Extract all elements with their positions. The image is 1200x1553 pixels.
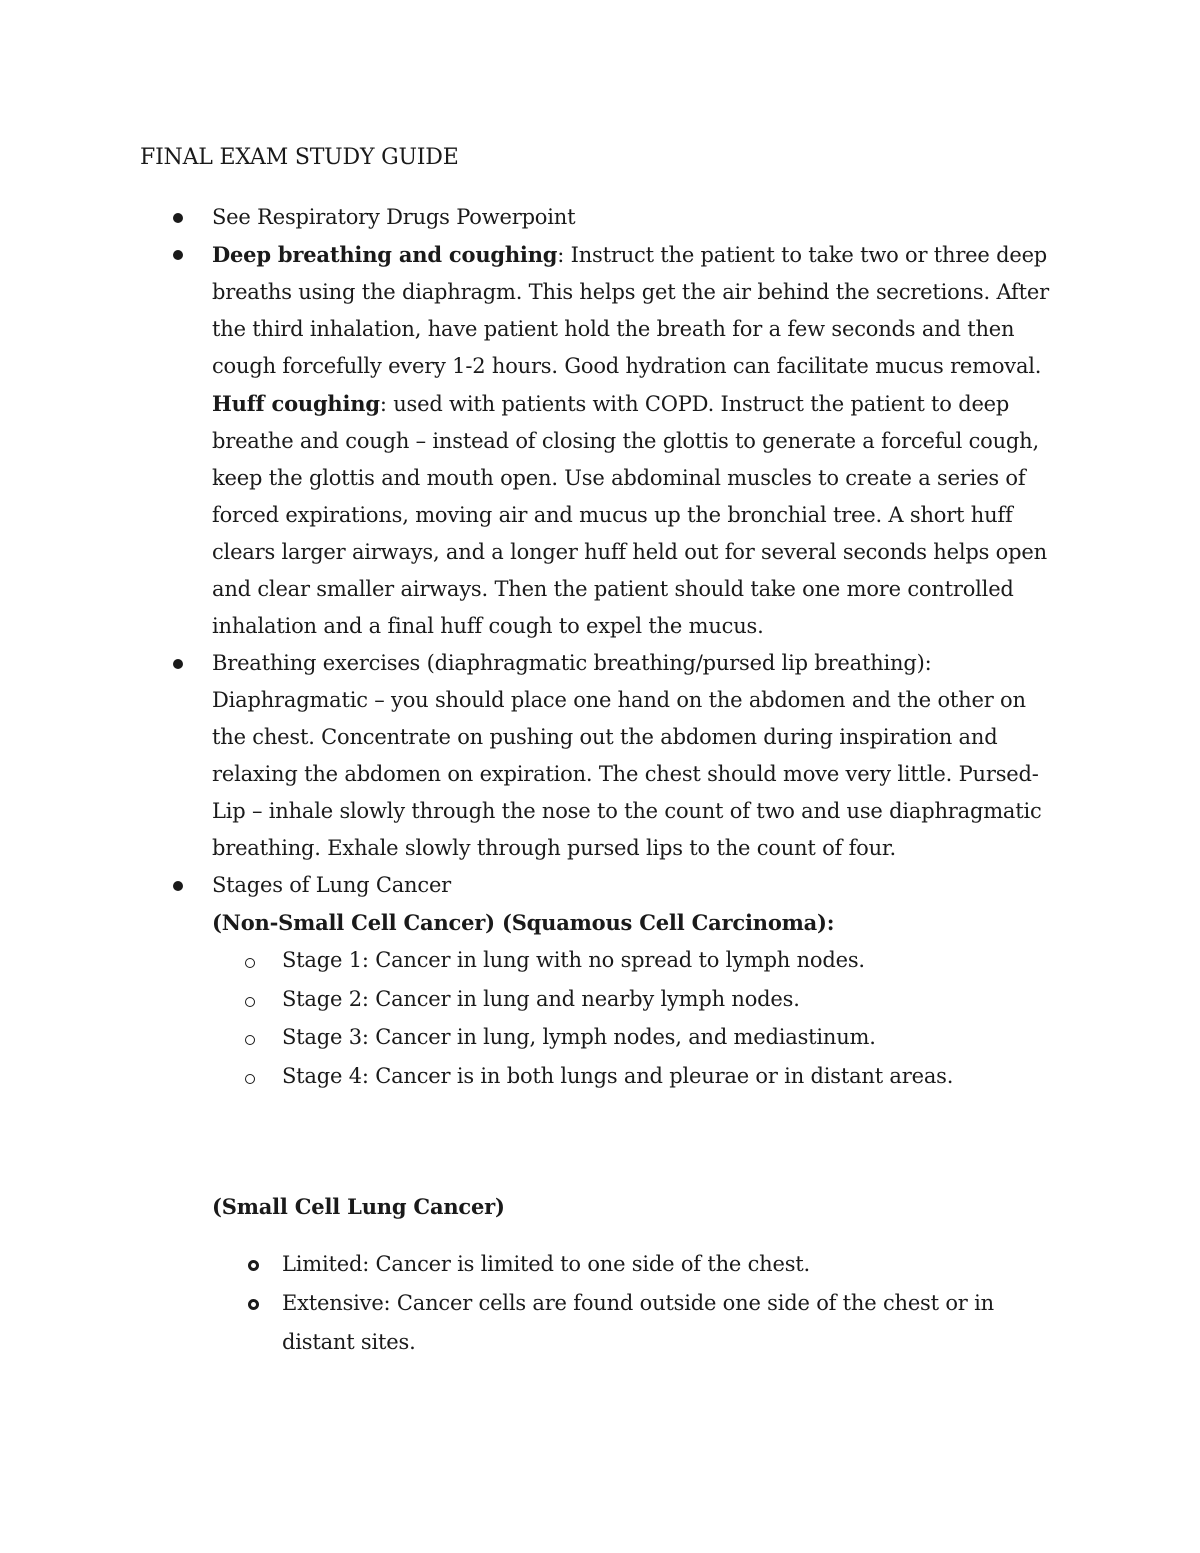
small-cell-list [212, 1245, 1062, 1362]
deep-breathing-term: Deep breathing and coughing [212, 242, 558, 267]
list-item [212, 1245, 1062, 1284]
list-item [140, 199, 1065, 236]
stage-text: Stage 4: Cancer is in both lungs and pleurae or in distant areas. [282, 1063, 954, 1088]
document-title: FINAL EXAM STUDY GUIDE [140, 145, 459, 170]
list-item [140, 645, 1065, 867]
non-small-cell-heading: (Non-Small Cell Cancer) (Squamous Cell Carcinoma): [212, 910, 835, 935]
huff-coughing-text: : used with patients with COPD. Instruct the patient to deep breathe and cough – instead of closing the glottis to generate a forceful cough, keep the glottis and mouth open. Use abdominal muscles to create a series of forced expirations, moving air and mucus up the bronchial tree. A short huff clears larger airways, and a longer huff held out for several seconds helps open and clear smaller airways. Then the patient should take one more controlled inhalation and a final huff cough to expel the mucus. [212, 392, 1047, 638]
deep-breathing-text: : Instruct the patient to take two or three deep breaths using the diaphragm. This helps get the air behind the secretions. After the third inhalation, have patient hold the breath for a few seconds and then cough forcefully every 1-2 hours. Good hydration can facilitate mucus removal. [212, 243, 1049, 378]
circle-bullet-icon [245, 1035, 255, 1045]
small-cell-heading: (Small Cell Lung Cancer) [212, 1194, 505, 1219]
stage-list [212, 941, 1065, 1095]
small-cell-item-text: Limited: Cancer is limited to one side of the chest. [282, 1252, 811, 1276]
stage-item [212, 941, 1065, 980]
stage-item [212, 1057, 1065, 1096]
list-item [140, 867, 1065, 1095]
list-item-text: See Respiratory Drugs Powerpoint [212, 205, 576, 229]
bullet-icon [173, 250, 183, 260]
lung-cancer-stages-label: Stages of Lung Cancer [212, 873, 452, 897]
breathing-exercises-text: Breathing exercises (diaphragmatic breathing/pursed lip breathing): Diaphragmatic – you should place one hand on the abdomen and the other on the chest. Concentrate on pushing out the abdomen during inspiration and relaxing the abdomen on expiration. The chest should move very little. Pursed-Lip – inhale slowly through the nose to the count of two and use diaphragmatic breathing. Exhale slowly through pursed lips to the count of four. [212, 651, 1042, 860]
bullet-icon [173, 213, 183, 223]
bullet-icon [173, 659, 183, 669]
main-bullet-list [140, 199, 1065, 1095]
circle-bullet-icon [245, 997, 255, 1007]
bullet-icon [173, 881, 183, 891]
huff-coughing-term: Huff coughing [212, 391, 380, 416]
circle-bullet-icon [248, 1260, 259, 1271]
stage-item [212, 1018, 1065, 1057]
circle-bullet-icon [245, 958, 255, 968]
small-cell-item-text: Extensive: Cancer cells are found outside one side of the chest or in distant sites. [282, 1291, 994, 1354]
stage-text: Stage 2: Cancer in lung and nearby lymph nodes. [282, 986, 800, 1011]
stage-text: Stage 3: Cancer in lung, lymph nodes, and mediastinum. [282, 1025, 876, 1049]
stage-item [212, 980, 1065, 1019]
list-item [212, 1284, 1062, 1362]
circle-bullet-icon [248, 1299, 259, 1310]
list-item [140, 236, 1065, 645]
circle-bullet-icon [245, 1074, 255, 1084]
stage-text: Stage 1: Cancer in lung with no spread to lymph nodes. [282, 948, 865, 972]
